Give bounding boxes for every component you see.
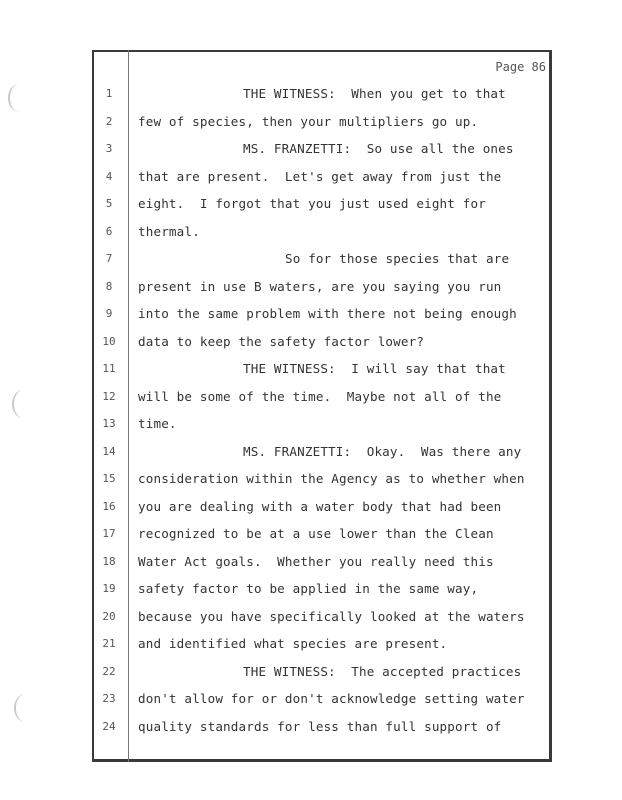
transcript-line: eight. I forgot that you just used eight for [138, 196, 486, 211]
line-number: 19 [102, 582, 116, 595]
transcript-line: because you have specifically looked at the waters [138, 608, 525, 624]
binder-hole-mark-bottom [14, 694, 36, 722]
line-number: 17 [102, 527, 116, 540]
transcript-line: THE WITNESS: When you get to that [243, 86, 506, 101]
line-number: 15 [102, 472, 116, 485]
transcript-line: don't allow for or don't acknowledge setting water [138, 691, 525, 706]
transcript-line: THE WITNESS: The accepted practices [243, 663, 522, 679]
line-number: 20 [102, 609, 116, 623]
transcript-line: present in use B waters, are you saying you run [138, 278, 502, 294]
line-number-margin-rule [128, 50, 129, 762]
transcript-line: few of species, then your multipliers go up. [138, 113, 479, 129]
page-number: Page 86 [495, 60, 546, 74]
line-number: 10 [102, 334, 116, 348]
transcript-line: Water Act goals. Whether you really need this [138, 553, 494, 569]
line-number: 11 [102, 362, 116, 375]
line-number: 21 [102, 637, 116, 650]
transcript-line: THE WITNESS: I will say that that [243, 361, 506, 376]
transcript-line: time. [138, 416, 177, 431]
line-number: 13 [102, 417, 116, 430]
transcript-line: will be some of the time. Maybe not all of the [138, 388, 502, 404]
line-number: 4 [105, 169, 113, 183]
line-number: 14 [102, 444, 116, 458]
transcript-line: into the same problem with there not being enough [138, 306, 517, 321]
binder-hole-mark-middle [12, 390, 34, 418]
transcript-line: MS. FRANZETTI: So use all the ones [243, 141, 514, 156]
line-number: 12 [102, 389, 116, 403]
line-number: 5 [105, 197, 113, 210]
line-number: 8 [105, 279, 113, 293]
transcript-page-frame [92, 50, 552, 762]
line-number: 23 [102, 692, 116, 705]
transcript-line: MS. FRANZETTI: Okay. Was there any [243, 443, 522, 459]
transcript-line: data to keep the safety factor lower? [138, 333, 425, 349]
line-number: 9 [105, 307, 113, 320]
transcript-line: thermal. [138, 223, 200, 239]
line-number: 3 [105, 142, 113, 155]
line-number: 7 [105, 252, 113, 265]
line-number: 22 [102, 664, 116, 678]
transcript-line: and identified what species are present. [138, 636, 448, 651]
line-number: 2 [105, 114, 113, 128]
transcript-line: that are present. Let's get away from just the [138, 168, 502, 184]
line-number: 24 [102, 719, 116, 733]
transcript-line: So for those species that are [285, 251, 510, 266]
transcript-line: safety factor to be applied in the same way, [138, 581, 479, 596]
binder-hole-mark-top [8, 84, 30, 112]
transcript-line: recognized to be at a use lower than the Clean [138, 526, 494, 541]
transcript-line: quality standards for less than full support of [138, 718, 502, 734]
line-number: 1 [105, 87, 113, 100]
transcript-line: you are dealing with a water body that had been [138, 498, 502, 514]
line-number: 16 [102, 499, 116, 513]
line-number: 6 [105, 224, 113, 238]
line-number: 18 [102, 554, 116, 568]
transcript-line: consideration within the Agency as to whether when [138, 471, 525, 486]
